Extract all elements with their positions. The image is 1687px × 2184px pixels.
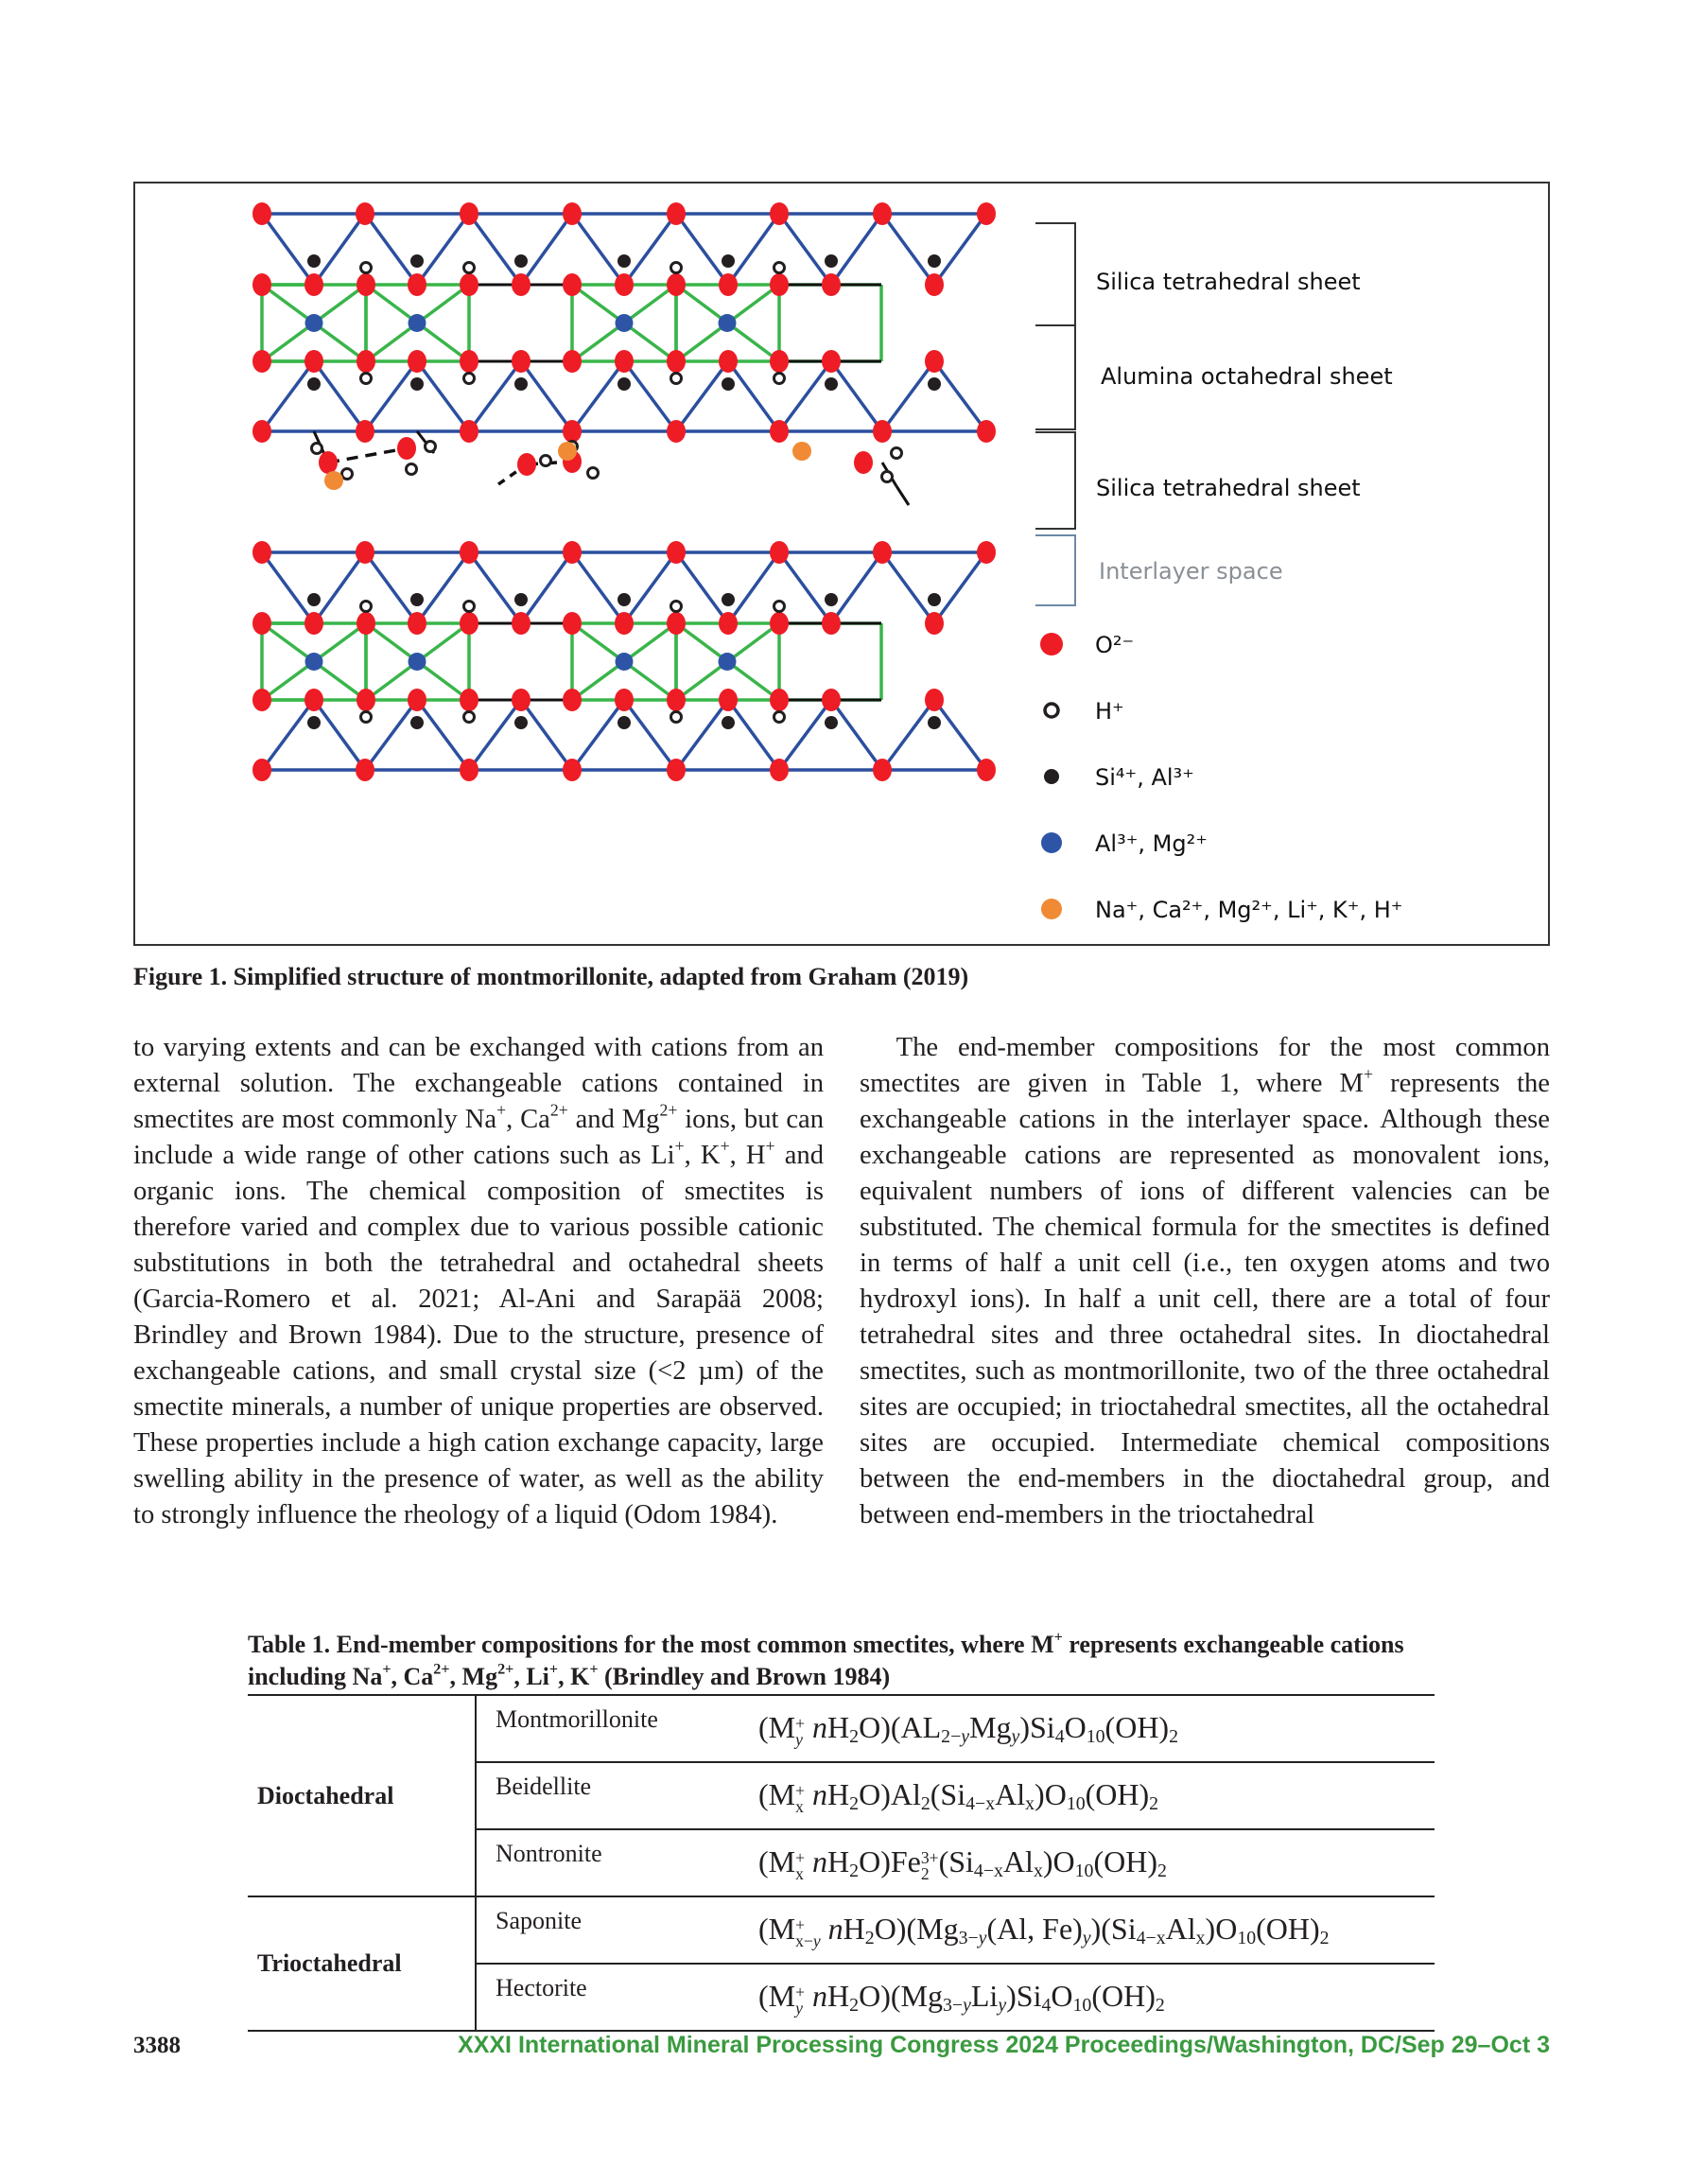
oxygen-atom xyxy=(854,451,873,474)
oxygen-atom xyxy=(408,350,426,373)
bond-line xyxy=(572,552,624,623)
bond-line xyxy=(262,361,314,431)
bond-line xyxy=(521,214,572,285)
mineral-name: Nontronite xyxy=(476,1829,732,1896)
oxygen-atom xyxy=(356,541,374,564)
si-al-atom xyxy=(617,593,631,606)
oxygen-atom xyxy=(770,541,789,564)
hydrogen-atom xyxy=(671,602,682,612)
oxygen-atom xyxy=(770,689,789,711)
oxygen-atom xyxy=(356,759,374,781)
figure-montmorillonite-structure xyxy=(133,182,1550,946)
oxygen-atom xyxy=(977,202,996,225)
al-mg-atom xyxy=(305,314,323,332)
hydrogen-atom xyxy=(671,712,682,723)
hydrogen-atom xyxy=(774,602,785,612)
si-al-atom xyxy=(514,254,528,268)
si-al-atom xyxy=(722,716,735,729)
legend-si-al-label: Si⁴⁺, Al³⁺ xyxy=(1095,764,1194,791)
label-silica-top: Silica tetrahedral sheet xyxy=(1096,269,1361,295)
oxygen-atom xyxy=(770,273,789,296)
oxygen-atom xyxy=(667,420,686,443)
al-mg-atom xyxy=(616,653,634,671)
oxygen-atom xyxy=(770,420,789,443)
oxygen-atom xyxy=(563,759,582,781)
body-column-left xyxy=(133,1030,824,1533)
bond-line xyxy=(882,700,934,770)
oxygen-atom xyxy=(977,420,996,443)
structure-diagram xyxy=(135,183,1548,944)
oxygen-atom xyxy=(397,437,416,460)
oxygen-atom xyxy=(667,689,686,711)
oxygen-atom xyxy=(873,202,892,225)
hydrogen-atom xyxy=(882,472,893,482)
bond-line xyxy=(882,552,934,623)
bond-line xyxy=(314,214,365,285)
hydrogen-atom xyxy=(774,263,785,273)
bond-line xyxy=(365,552,417,623)
bracket-interlayer xyxy=(1035,535,1075,605)
bond-line xyxy=(624,361,676,431)
bond-line xyxy=(779,214,831,285)
oxygen-atom xyxy=(925,612,944,635)
si-al-atom xyxy=(514,716,528,729)
bracket-silica-bottom xyxy=(1035,432,1075,529)
formula-beidellite: (M + x $nH_2O)Al_2(Si_{4-x}Al_x)O_{10}(OH)_2$ xyxy=(732,1762,1435,1829)
bond-line xyxy=(572,361,624,431)
si-al-atom xyxy=(722,254,735,268)
bond-line xyxy=(521,700,572,770)
page-number: 3388 xyxy=(133,2033,181,2058)
bond-line xyxy=(831,700,882,770)
bond-line xyxy=(728,700,779,770)
bond-line xyxy=(624,700,676,770)
bond-line xyxy=(365,361,417,431)
hydrogen-atom xyxy=(426,442,436,452)
si-al-atom xyxy=(307,716,321,729)
hydrogen-atom xyxy=(464,602,475,612)
label-alumina: Alumina octahedral sheet xyxy=(1101,363,1393,390)
bond-line xyxy=(314,552,365,623)
si-al-atom xyxy=(617,254,631,268)
bond-line xyxy=(934,214,986,285)
oxygen-atom xyxy=(460,612,478,635)
bracket-alumina xyxy=(1035,325,1075,429)
oxygen-atom xyxy=(357,689,375,711)
bond-line xyxy=(624,214,676,285)
bond-line xyxy=(328,448,407,463)
bond-line xyxy=(831,552,882,623)
oxygen-atom xyxy=(873,759,892,781)
oxygen-atom xyxy=(357,350,375,373)
oxygen-atom xyxy=(719,273,738,296)
si-al-atom xyxy=(617,377,631,391)
table-caption: Table 1. End-member compositions for the most common smectites, where M+ represents exchangeable cations including Na+, $Ca^{2+}$, $Mg^{2+}$, Li+, K+ (Brindley and Brown 1984) xyxy=(248,1629,1404,1690)
label-interlayer: Interlayer space xyxy=(1099,558,1283,585)
bond-line xyxy=(469,700,521,770)
oxygen-atom xyxy=(460,202,478,225)
oxygen-atom xyxy=(667,541,686,564)
oxygen-atom xyxy=(667,202,686,225)
oxygen-atom xyxy=(822,350,841,373)
hydrogen-atom xyxy=(464,263,475,273)
bond-line xyxy=(934,361,986,431)
oxygen-atom xyxy=(512,689,530,711)
legend-oxygen-label: O²⁻ xyxy=(1095,632,1135,658)
oxygen-atom xyxy=(408,273,426,296)
bond-line xyxy=(676,361,728,431)
interlayer-cation xyxy=(792,442,811,461)
al-mg-atom xyxy=(409,314,426,332)
oxygen-atom xyxy=(667,612,686,635)
al-mg-atom xyxy=(409,653,426,671)
oxygen-atom xyxy=(873,541,892,564)
hydrogen-atom xyxy=(774,374,785,384)
oxygen-atom xyxy=(319,451,338,474)
body-column-right xyxy=(860,1030,1550,1533)
label-silica-bottom: Silica tetrahedral sheet xyxy=(1096,475,1361,501)
oxygen-atom xyxy=(512,273,530,296)
si-al-atom xyxy=(514,593,528,606)
hydrogen-atom xyxy=(312,444,322,454)
bond-line xyxy=(417,552,469,623)
formula-saponite: (M + x−y $nH_2O)(Mg_{3-y}(Al$, $Fe)_y)(Si_{4-x}Al_x)O_{10}(OH)_2$ xyxy=(732,1896,1435,1964)
group-label: Dioctahedral xyxy=(248,1695,476,1896)
si-al-atom xyxy=(825,593,838,606)
bond-line xyxy=(521,552,572,623)
bond-line xyxy=(676,214,728,285)
legend-hydrogen-icon xyxy=(1045,704,1058,717)
bond-line xyxy=(728,214,779,285)
si-al-atom xyxy=(410,377,424,391)
oxygen-atom xyxy=(770,759,789,781)
bond-line xyxy=(469,214,521,285)
bond-line xyxy=(896,486,909,505)
hydrogen-atom xyxy=(671,263,682,273)
bond-line xyxy=(882,214,934,285)
oxygen-atom xyxy=(563,350,582,373)
si-al-atom xyxy=(928,593,941,606)
bond-line xyxy=(469,552,521,623)
oxygen-atom xyxy=(977,759,996,781)
si-al-atom xyxy=(617,716,631,729)
group-label: Trioctahedral xyxy=(248,1896,476,2031)
si-al-atom xyxy=(928,377,941,391)
legend-oxygen-icon xyxy=(1040,633,1063,655)
oxygen-atom xyxy=(356,420,374,443)
oxygen-atom xyxy=(512,612,530,635)
legend-interlayer-cations-label: Na⁺, Ca²⁺, Mg²⁺, Li⁺, K⁺, H⁺ xyxy=(1095,897,1403,923)
si-al-atom xyxy=(825,377,838,391)
oxygen-atom xyxy=(563,273,582,296)
legend-al-mg-icon xyxy=(1041,832,1062,853)
oxygen-atom xyxy=(615,350,634,373)
oxygen-atom xyxy=(925,689,944,711)
oxygen-atom xyxy=(408,612,426,635)
bond-line xyxy=(676,552,728,623)
si-al-atom xyxy=(410,254,424,268)
si-al-atom xyxy=(307,593,321,606)
bond-line xyxy=(624,552,676,623)
oxygen-atom xyxy=(563,689,582,711)
oxygen-atom xyxy=(977,541,996,564)
paragraph-left: to varying extents and can be exchanged with cations from an external solution. The exchangeable cations contained in smectites are most commonly Na+, $Ca^{2+}$ and $Mg^{2+}$ ions, but can include a wide range of other cations such as Li+, K+, H+ and organic ions. The chemical composition of smectites is therefore varied and complex due to various possible cationic substitutions in both the tetrahedral and octahedral sheets (Garcia-Romero et al. 2021; Al-Ani and Sarapää 2008; Brindley and Brown 1984). Due to the structure, presence of exchangeable cations, and small crystal size (<2 µm) of the smectite minerals, a number of unique properties are observed. These properties include a high cation exchange capacity, large swelling ability in the presence of water, as well as the ability to strongly influence the rheology of a liquid (Odom 1984). xyxy=(133,1033,824,1529)
oxygen-atom xyxy=(719,612,738,635)
running-footer: XXXI International Mineral Processing Congress 2024 Proceedings/Washington, DC/Sep 29–Oct 3 xyxy=(458,2032,1550,2058)
bond-line xyxy=(728,361,779,431)
table-row xyxy=(248,1695,1435,1762)
hydrogen-atom xyxy=(588,468,599,479)
oxygen-atom xyxy=(252,541,271,564)
oxygen-atom xyxy=(925,273,944,296)
oxygen-atom xyxy=(512,350,530,373)
oxygen-atom xyxy=(252,689,271,711)
oxygen-atom xyxy=(460,689,478,711)
oxygen-atom xyxy=(252,420,271,443)
si-al-atom xyxy=(307,377,321,391)
si-al-atom xyxy=(514,377,528,391)
hydrogen-atom xyxy=(892,448,902,459)
oxygen-atom xyxy=(615,689,634,711)
bond-line xyxy=(779,700,831,770)
hydrogen-atom xyxy=(464,374,475,384)
oxygen-atom xyxy=(719,689,738,711)
oxygen-atom xyxy=(563,202,582,225)
bond-line xyxy=(365,214,417,285)
bond-line xyxy=(417,361,469,431)
hydrogen-atom xyxy=(361,712,372,723)
bond-line xyxy=(572,214,624,285)
bond-line xyxy=(314,361,365,431)
al-mg-atom xyxy=(719,314,737,332)
oxygen-atom xyxy=(615,612,634,635)
paragraph-right: The end-member compositions for the most common smectites are given in Table 1, where M+ represents the exchangeable cations in the interlayer space. Although these exchangeable cations are represented as monovalent ions, equivalent numbers of ions of different valencies can be substituted. The chemical formula for the smectites is defined in terms of half a unit cell (i.e., ten oxygen atoms and two hydroxyl ions). In half a unit cell, there are a total of four tetrahedral sites and three octahedral sites. In dioctahedral smectites, such as montmorillonite, two of the three octahedral sites are occupied; in trioctahedral smectites, all the octahedral sites are occupied. Intermediate chemical compositions between the end-members in the dioctahedral group, and between end-members in the trioctahedral xyxy=(860,1033,1550,1529)
bond-line xyxy=(572,700,624,770)
legend-si-al-icon xyxy=(1044,769,1059,784)
oxygen-atom xyxy=(460,420,478,443)
oxygen-atom xyxy=(822,689,841,711)
oxygen-atom xyxy=(252,612,271,635)
oxygen-atom xyxy=(304,689,323,711)
oxygen-atom xyxy=(517,453,536,476)
bond-line xyxy=(469,361,521,431)
legend-interlayer-cations-icon xyxy=(1041,899,1062,919)
oxygen-atom xyxy=(667,759,686,781)
oxygen-atom xyxy=(925,350,944,373)
bond-line xyxy=(676,700,728,770)
oxygen-atom xyxy=(304,273,323,296)
hydrogen-atom xyxy=(407,464,417,475)
hydrogen-atom xyxy=(464,712,475,723)
bond-line xyxy=(417,214,469,285)
hydrogen-atom xyxy=(671,374,682,384)
oxygen-atom xyxy=(304,350,323,373)
bond-line xyxy=(314,700,365,770)
formula-nontronite: (M + x $nH_2O)Fe$ 3+ 2 $(Si_{4-x}Al_x)O_{10}(OH)_2$ xyxy=(732,1829,1435,1896)
bracket-silica-top xyxy=(1035,223,1075,325)
formula-hectorite: (M + y $nH_2O)(Mg_{3-y}Li_y)Si_4O_{10}(OH)_2$ xyxy=(732,1964,1435,2031)
oxygen-atom xyxy=(563,420,582,443)
interlayer-cation xyxy=(324,471,343,490)
si-al-atom xyxy=(825,254,838,268)
si-al-atom xyxy=(825,716,838,729)
bond-line xyxy=(934,552,986,623)
oxygen-atom xyxy=(822,273,841,296)
oxygen-atom xyxy=(357,612,375,635)
bond-line xyxy=(365,700,417,770)
oxygen-atom xyxy=(408,689,426,711)
al-mg-atom xyxy=(616,314,634,332)
oxygen-atom xyxy=(304,612,323,635)
mineral-name: Hectorite xyxy=(476,1964,732,2031)
bond-line xyxy=(831,361,882,431)
mineral-name: Beidellite xyxy=(476,1762,732,1829)
hydrogen-atom xyxy=(361,374,372,384)
si-al-atom xyxy=(722,593,735,606)
oxygen-atom xyxy=(460,541,478,564)
bond-line xyxy=(882,361,934,431)
bond-line xyxy=(262,700,314,770)
oxygen-atom xyxy=(563,541,582,564)
oxygen-atom xyxy=(252,759,271,781)
bond-line xyxy=(779,361,831,431)
oxygen-atom xyxy=(873,420,892,443)
bond-line xyxy=(262,552,314,623)
bond-line xyxy=(934,700,986,770)
si-al-atom xyxy=(722,377,735,391)
hydrogen-atom xyxy=(774,712,785,723)
bond-line xyxy=(262,214,314,285)
oxygen-atom xyxy=(252,273,271,296)
si-al-atom xyxy=(928,716,941,729)
oxygen-atom xyxy=(252,202,271,225)
bond-line xyxy=(417,700,469,770)
mineral-name: Montmorillonite xyxy=(496,1705,658,1733)
interlayer-cation xyxy=(558,442,577,461)
si-al-atom xyxy=(928,254,941,268)
hydrogen-atom xyxy=(541,456,551,466)
oxygen-atom xyxy=(667,350,686,373)
hydrogen-atom xyxy=(361,263,372,273)
table-row xyxy=(248,1896,1435,1964)
al-mg-atom xyxy=(305,653,323,671)
smectite-compositions-table xyxy=(248,1694,1435,2032)
legend-hydrogen-label: H⁺ xyxy=(1095,698,1124,725)
oxygen-atom xyxy=(770,350,789,373)
oxygen-atom xyxy=(252,350,271,373)
oxygen-atom xyxy=(615,273,634,296)
oxygen-atom xyxy=(357,273,375,296)
bond-line xyxy=(831,214,882,285)
bond-line xyxy=(779,552,831,623)
legend-al-mg-label: Al³⁺, Mg²⁺ xyxy=(1095,830,1208,857)
bond-line xyxy=(728,552,779,623)
oxygen-atom xyxy=(460,759,478,781)
oxygen-atom xyxy=(822,612,841,635)
mineral-name: Saponite xyxy=(476,1896,732,1964)
bond-line xyxy=(521,361,572,431)
oxygen-atom xyxy=(460,273,478,296)
al-mg-atom xyxy=(719,653,737,671)
oxygen-atom xyxy=(770,202,789,225)
hydrogen-atom xyxy=(342,469,353,480)
hydrogen-atom xyxy=(361,602,372,612)
oxygen-atom xyxy=(563,612,582,635)
oxygen-atom xyxy=(356,202,374,225)
si-al-atom xyxy=(410,593,424,606)
figure-caption: Figure 1. Simplified structure of montmorillonite, adapted from Graham (2019) xyxy=(133,963,969,990)
oxygen-atom xyxy=(719,350,738,373)
si-al-atom xyxy=(307,254,321,268)
formula-montmorillonite: (M + y $nH_2O)(AL_{2-y}Mg_y)Si_4O_{10}(OH)_2$ xyxy=(758,1709,1178,1750)
oxygen-atom xyxy=(770,612,789,635)
oxygen-atom xyxy=(460,350,478,373)
oxygen-atom xyxy=(667,273,686,296)
si-al-atom xyxy=(410,716,424,729)
